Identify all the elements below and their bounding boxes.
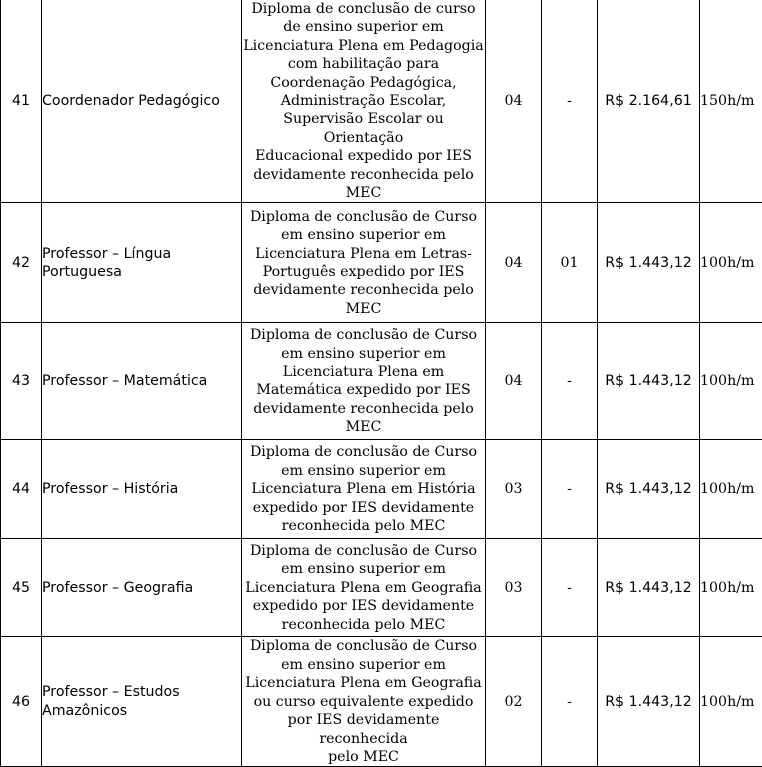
requirement-line: Administração Escolar, [242, 92, 485, 110]
requirement-line: com habilitação para [242, 55, 485, 73]
requirement-line: devidamente reconhecida pelo [242, 166, 485, 184]
requirement-line: Licenciatura Plena em Letras- [242, 245, 485, 263]
position-title: Professor – Geografia [42, 539, 242, 637]
reserved-vacancies: - [542, 539, 598, 637]
reserved-vacancies: - [542, 637, 598, 767]
workload-hours: 100h/m [700, 637, 762, 767]
vacancies-count: 02 [486, 637, 542, 767]
reserved-vacancies: 01 [542, 203, 598, 323]
requirement-line: de ensino superior em [242, 18, 485, 36]
requirement-line: MEC [242, 184, 485, 202]
requirement-line: reconhecida pelo MEC [242, 517, 485, 535]
requirement-line: em ensino superior em [242, 345, 485, 363]
requirement-text [242, 323, 486, 440]
requirement-line: Educacional expedido por IES [242, 147, 485, 165]
salary-value: R$ 1.443,12 [598, 539, 700, 637]
requirement-line: reconhecida pelo MEC [242, 616, 485, 634]
workload-hours: 100h/m [700, 539, 762, 637]
requirement-line: Coordenação Pedagógica, [242, 74, 485, 92]
requirement-line: MEC [242, 418, 485, 436]
row-number: 41 [1, 0, 42, 203]
position-title: Professor – História [42, 440, 242, 539]
requirement-line: Licenciatura Plena em Geografia [242, 579, 485, 597]
requirement-line: pelo MEC [242, 748, 485, 766]
table-row [1, 323, 762, 440]
salary-value: R$ 1.443,12 [598, 323, 700, 440]
position-title: Professor – Estudos Amazônicos [42, 637, 242, 767]
requirement-line: Matemática expedido por IES [242, 381, 485, 399]
requirement-line: Diploma de conclusão de Curso [242, 542, 485, 560]
requirement-line: MEC [242, 300, 485, 318]
salary-value: R$ 1.443,12 [598, 203, 700, 323]
row-number: 46 [1, 637, 42, 767]
table-row [1, 203, 762, 323]
requirement-line: Diploma de conclusão de Curso [242, 326, 485, 344]
positions-table-body [1, 0, 762, 767]
requirement-line: Licenciatura Plena em [242, 363, 485, 381]
row-number: 44 [1, 440, 42, 539]
position-title: Professor – Matemática [42, 323, 242, 440]
workload-hours: 100h/m [700, 323, 762, 440]
workload-hours: 150h/m [700, 0, 762, 203]
requirement-line: ou curso equivalente expedido [242, 693, 485, 711]
reserved-vacancies: - [542, 0, 598, 203]
vacancies-count: 03 [486, 440, 542, 539]
table-row [1, 539, 762, 637]
requirement-line: Diploma de conclusão de Curso [242, 637, 485, 655]
requirement-line: Diploma de conclusão de Curso [242, 208, 485, 226]
requirement-line: devidamente reconhecida pelo [242, 400, 485, 418]
requirement-line: expedido por IES devidamente [242, 499, 485, 517]
vacancies-count: 04 [486, 203, 542, 323]
salary-value: R$ 2.164,61 [598, 0, 700, 203]
requirement-line: Licenciatura Plena em História [242, 480, 485, 498]
requirement-line: Português expedido por IES [242, 263, 485, 281]
requirement-line: Licenciatura Plena em Geografia [242, 674, 485, 692]
row-number: 42 [1, 203, 42, 323]
table-row [1, 0, 762, 203]
requirement-text [242, 440, 486, 539]
workload-hours: 100h/m [700, 440, 762, 539]
requirement-line: em ensino superior em [242, 462, 485, 480]
reserved-vacancies: - [542, 323, 598, 440]
row-number: 45 [1, 539, 42, 637]
row-number: 43 [1, 323, 42, 440]
vacancies-count: 04 [486, 0, 542, 203]
vacancies-count: 04 [486, 323, 542, 440]
requirement-line: Diploma de conclusão de curso [242, 0, 485, 18]
requirement-text [242, 203, 486, 323]
requirement-line: em ensino superior em [242, 656, 485, 674]
table-row [1, 637, 762, 767]
table-row [1, 440, 762, 539]
position-title: Professor – Língua Portuguesa [42, 203, 242, 323]
salary-value: R$ 1.443,12 [598, 637, 700, 767]
requirement-line: expedido por IES devidamente [242, 597, 485, 615]
requirement-text [242, 539, 486, 637]
vacancies-count: 03 [486, 539, 542, 637]
requirement-text [242, 637, 486, 767]
requirement-line: em ensino superior em [242, 226, 485, 244]
requirement-line: Diploma de conclusão de Curso [242, 443, 485, 461]
workload-hours: 100h/m [700, 203, 762, 323]
requirement-line: Licenciatura Plena em Pedagogia [242, 37, 485, 55]
requirement-line: devidamente reconhecida pelo [242, 281, 485, 299]
requirement-line: Supervisão Escolar ou Orientação [242, 110, 485, 147]
requirement-text [242, 0, 486, 203]
salary-value: R$ 1.443,12 [598, 440, 700, 539]
reserved-vacancies: - [542, 440, 598, 539]
requirement-line: em ensino superior em [242, 560, 485, 578]
requirement-line: por IES devidamente reconhecida [242, 711, 485, 748]
position-title: Coordenador Pedagógico [42, 0, 242, 203]
